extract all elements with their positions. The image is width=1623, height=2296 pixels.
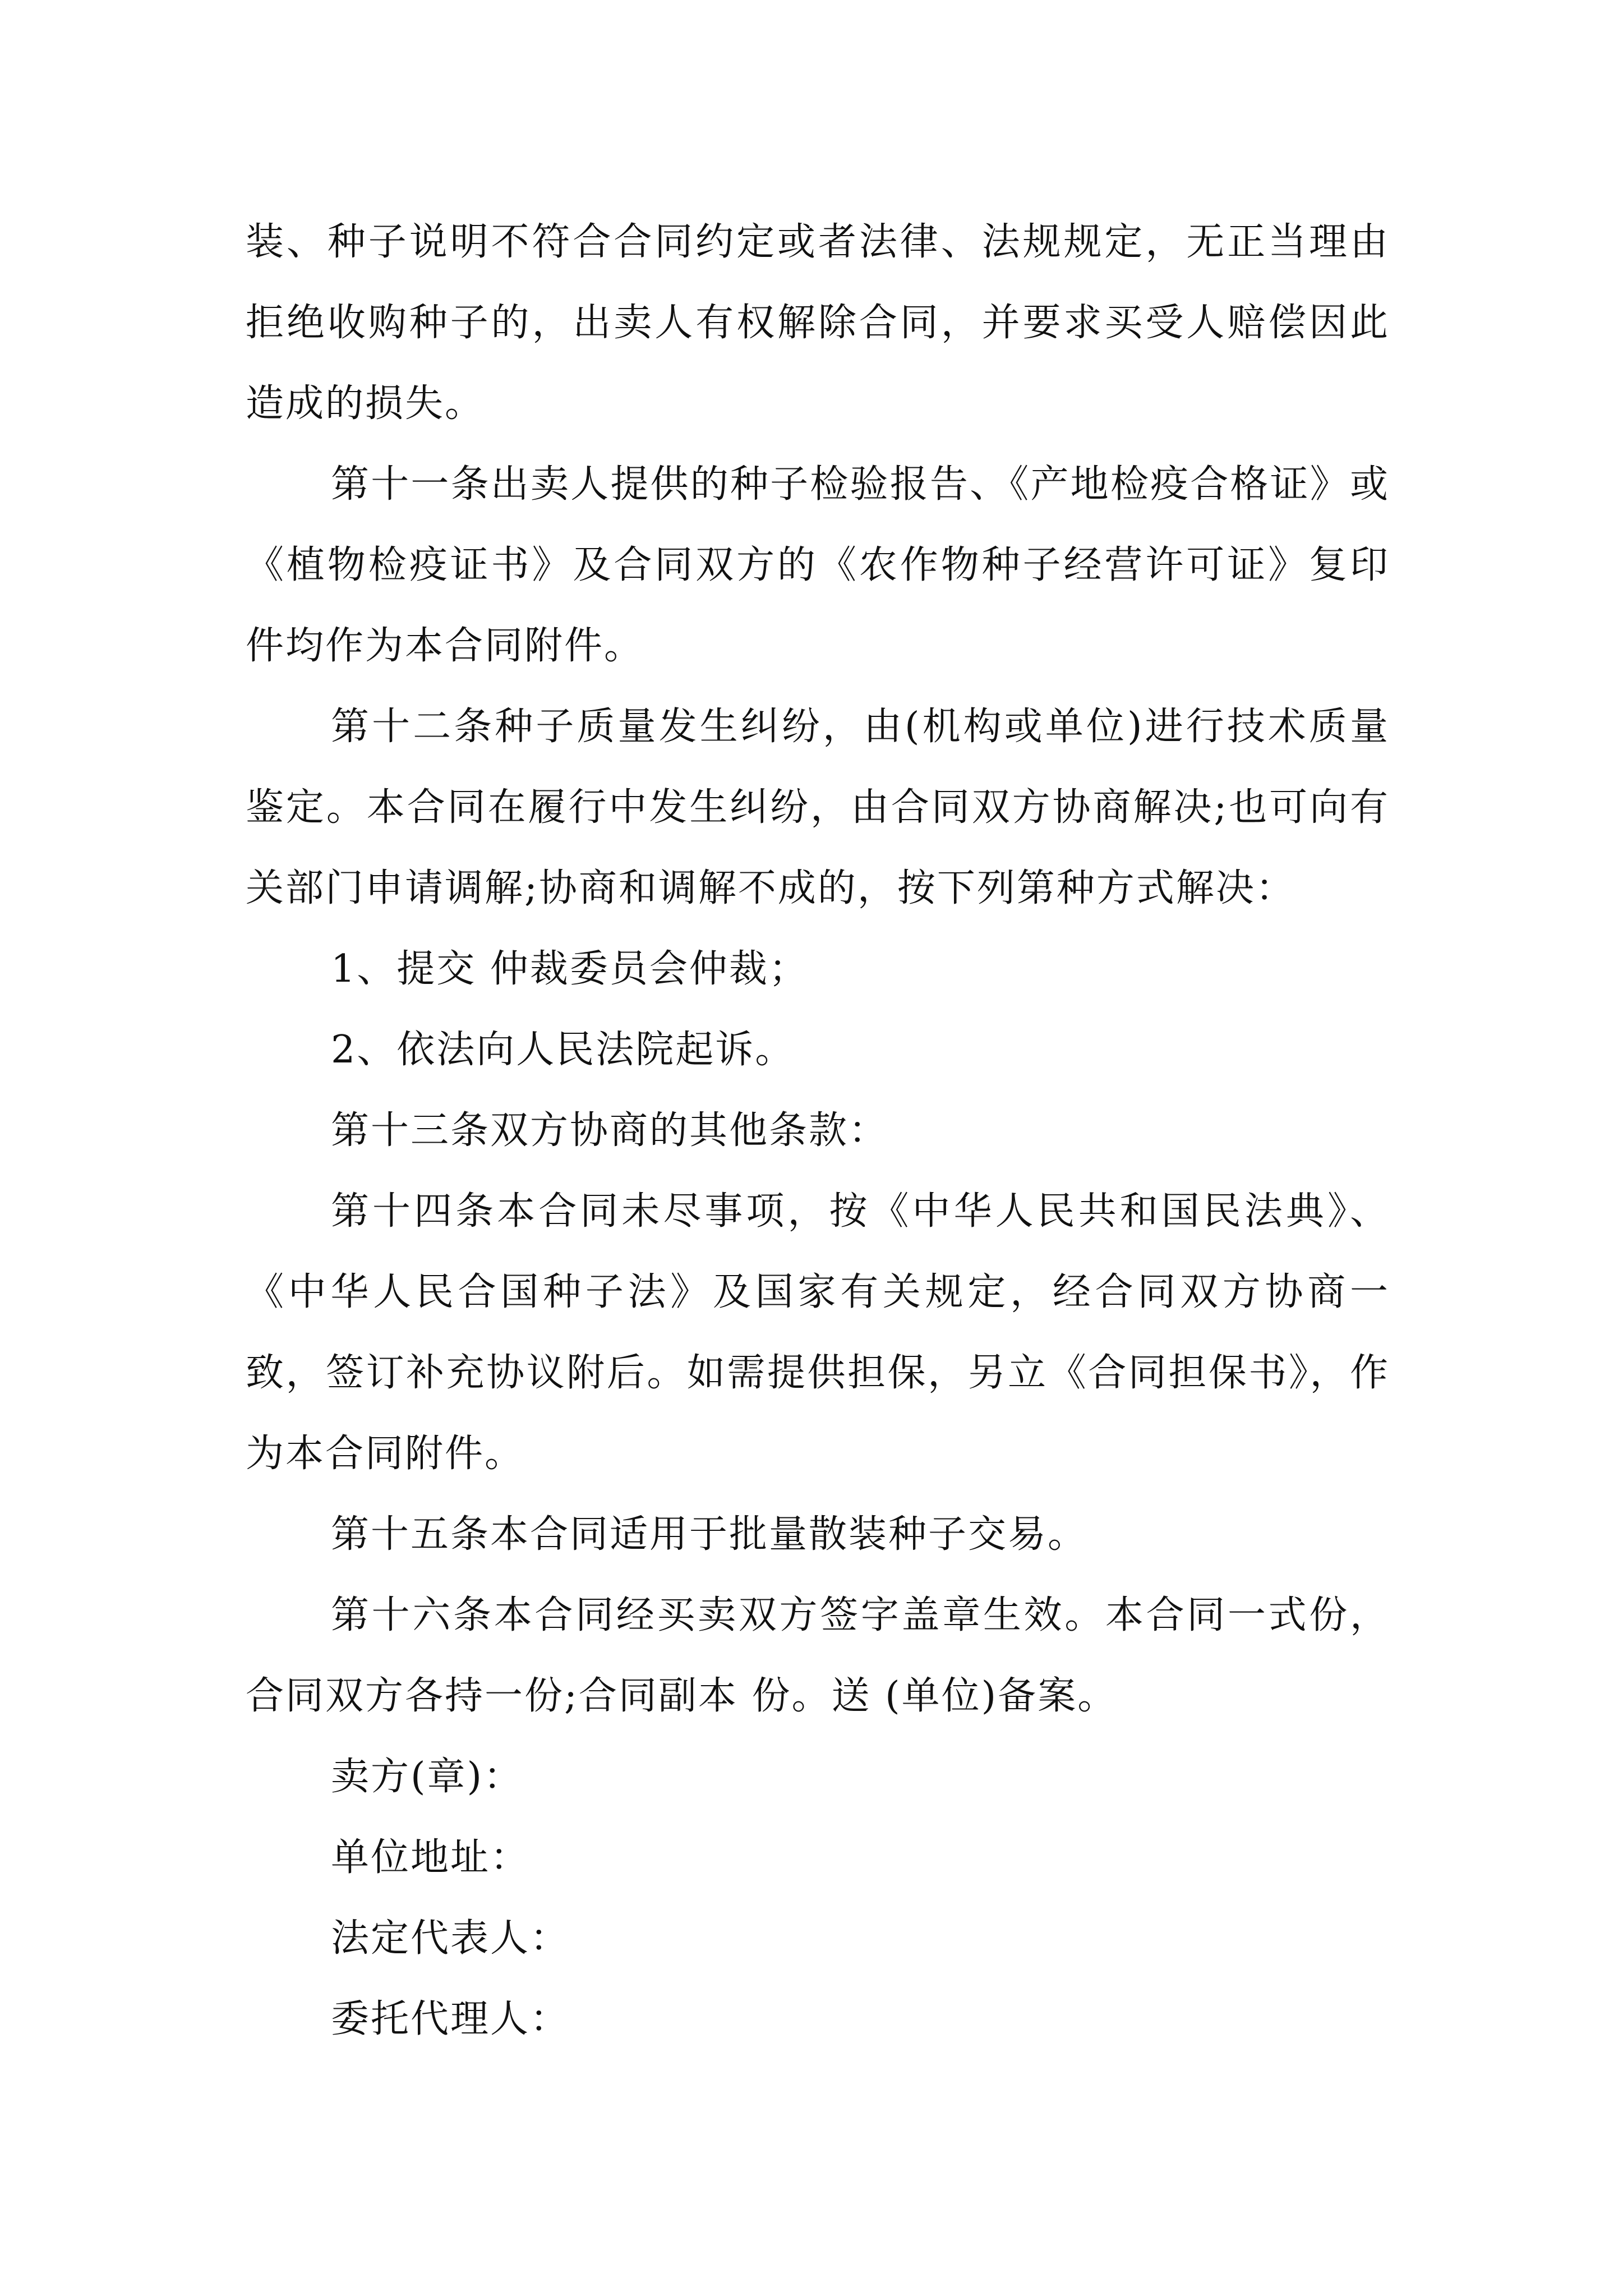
address-field: 单位地址：	[331, 1835, 531, 1880]
article-14: 第十四条本合同未尽事项，按《中华人民共和国民法典》、《中华人民合国种子法》及国家有关规定，经合同双方协商一致，签订补充协议附后。如需提供担保，另立《合同担保书》，作为本合同附件。	[246, 1189, 1390, 1476]
seller-seal-field: 卖方(章)：	[331, 1755, 524, 1799]
article-12: 第十二条种子质量发生纠纷，由(机构或单位)进行技术质量鉴定。本合同在履行中发生纠纷，由合同双方协商解决;也可向有关部门申请调解;协商和调解不成的，按下列第种方式解决：	[246, 705, 1390, 910]
article-16: 第十六条本合同经买卖双方签字盖章生效。本合同一式份，合同双方各持一份;合同副本 份。送 (单位)备案。	[246, 1593, 1390, 1718]
legal-representative-field: 法定代表人：	[331, 1916, 570, 1961]
article-15: 第十五条本合同适用于批量散装种子交易。	[331, 1512, 1088, 1557]
paragraph-continued: 装、种子说明不符合合同约定或者法律、法规规定，无正当理由拒绝收购种子的，出卖人有权解除合同，并要求买受人赔偿因此造成的损失。	[246, 220, 1390, 426]
dispute-option-1: 1、提交 仲裁委员会仲裁；	[331, 947, 809, 991]
contract-body	[246, 202, 1390, 2060]
article-13: 第十三条双方协商的其他条款：	[331, 1108, 889, 1153]
authorized-agent-field: 委托代理人：	[331, 1997, 570, 2041]
dispute-option-2: 2、依法向人民法院起诉。	[331, 1028, 795, 1072]
article-11: 第十一条出卖人提供的种子检验报告、《产地检疫合格证》或《植物检疫证书》及合同双方的《农作物种子经营许可证》复印件均作为本合同附件。	[246, 462, 1390, 668]
